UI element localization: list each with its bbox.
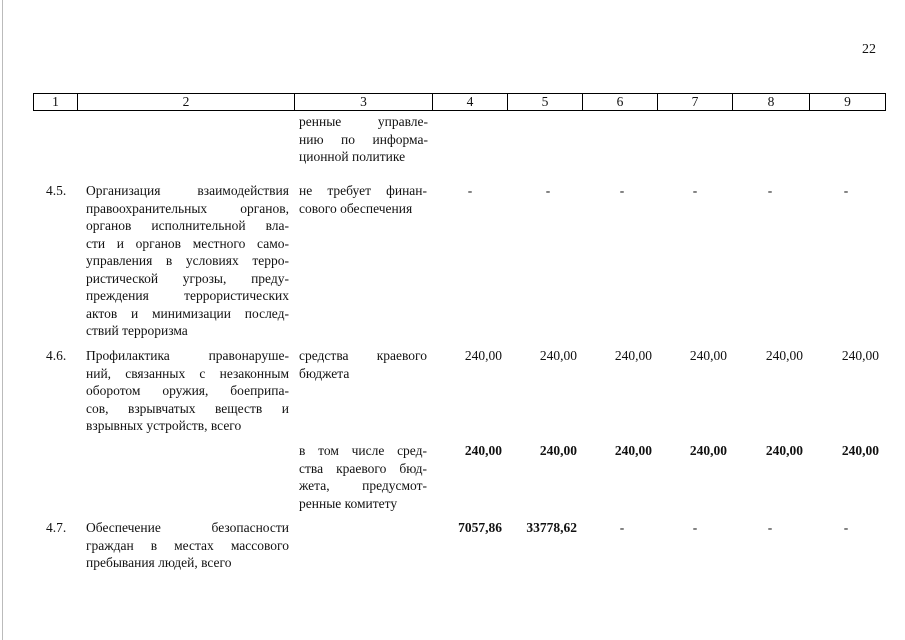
text-line: сов, взрывчатых веществ и xyxy=(86,400,289,416)
value-col-7: 240,00 xyxy=(689,348,727,363)
header-col-9: 9 xyxy=(810,94,886,110)
text-line: Профилактика правонаруше- xyxy=(86,348,289,363)
text-line: сового обеспечения xyxy=(299,200,413,216)
row-description xyxy=(86,347,289,435)
text-line: Организация взаимодействия xyxy=(86,183,289,198)
text-line: ний, связанных с незаконным xyxy=(86,365,289,381)
value-col-7: - xyxy=(692,183,698,198)
text-line: взрывных устройств, всего xyxy=(86,418,242,433)
funding-source xyxy=(299,347,427,382)
value-col-9: 240,00 xyxy=(841,348,879,363)
header-col-3: 3 xyxy=(295,94,433,110)
text-line: преждения террористических xyxy=(86,288,289,303)
value-col-5: 33778,62 xyxy=(526,520,577,535)
text-line: актов и минимизации послед- xyxy=(86,305,289,321)
row-description xyxy=(86,182,289,340)
text-line: бюджета xyxy=(299,365,350,381)
value-col-4: 240,00 xyxy=(464,443,502,458)
value-col-7: - xyxy=(692,520,698,535)
header-col-6: 6 xyxy=(583,94,658,110)
text-line: ствий терроризма xyxy=(86,323,188,338)
value-col-9: - xyxy=(843,183,849,198)
text-line: не требует финан- xyxy=(299,183,427,198)
text-line: Обеспечение безопасности xyxy=(86,520,289,535)
value-col-6: - xyxy=(619,183,625,198)
value-col-5: 240,00 xyxy=(539,443,577,458)
value-col-6: 240,00 xyxy=(614,443,652,458)
text-line: жета, предусмот- xyxy=(299,478,427,493)
value-col-4: 7057,86 xyxy=(458,520,502,535)
value-col-5: 240,00 xyxy=(539,348,577,363)
value-col-4: 240,00 xyxy=(464,348,502,363)
value-col-5: - xyxy=(545,183,551,198)
text-line: в том числе сред- xyxy=(299,443,427,458)
funding-source xyxy=(299,182,427,217)
page-number: 22 xyxy=(862,42,876,57)
value-col-8: - xyxy=(767,520,773,535)
text-line: правоохранительных органов, xyxy=(86,200,289,216)
value-col-9: - xyxy=(843,520,849,535)
text-line: оборотом оружия, боеприпа- xyxy=(86,383,289,398)
text-line: ристической угрозы, преду- xyxy=(86,270,289,286)
header-col-4: 4 xyxy=(433,94,508,110)
text-line: средства краевого xyxy=(299,348,427,363)
page-edge xyxy=(2,0,3,640)
value-col-8: 240,00 xyxy=(765,443,803,458)
header-col-8: 8 xyxy=(733,94,810,110)
value-col-7: 240,00 xyxy=(689,443,727,458)
row-number: 4.7. xyxy=(46,520,67,535)
value-col-8: 240,00 xyxy=(765,348,803,363)
text-line: граждан в местах массового xyxy=(86,537,289,553)
text-line: ционной политике xyxy=(299,149,406,164)
carryover-col3 xyxy=(299,113,428,166)
header-col-1: 1 xyxy=(34,94,78,110)
text-line: сти и органов местного само- xyxy=(86,235,289,251)
value-col-6: - xyxy=(619,520,625,535)
text-line: ренные комитету xyxy=(299,495,398,511)
header-col-2: 2 xyxy=(78,94,295,110)
text-line: ренные управле- xyxy=(299,114,428,129)
value-col-9: 240,00 xyxy=(841,443,879,458)
header-col-5: 5 xyxy=(508,94,583,110)
value-col-8: - xyxy=(767,183,773,198)
text-line: нию по информа- xyxy=(299,131,428,147)
row-number: 4.6. xyxy=(46,348,67,363)
value-col-6: 240,00 xyxy=(614,348,652,363)
funding-source xyxy=(299,442,427,512)
text-line: органов исполнительной вла- xyxy=(86,218,289,233)
text-line: управления в условиях терро- xyxy=(86,253,289,268)
header-col-7: 7 xyxy=(658,94,733,110)
text-line: ства краевого бюд- xyxy=(299,460,427,476)
row-description xyxy=(86,519,289,572)
table-header-row xyxy=(33,93,886,111)
text-line: пребывания людей, всего xyxy=(86,555,232,570)
value-col-4: - xyxy=(467,183,473,198)
row-number: 4.5. xyxy=(46,183,67,198)
